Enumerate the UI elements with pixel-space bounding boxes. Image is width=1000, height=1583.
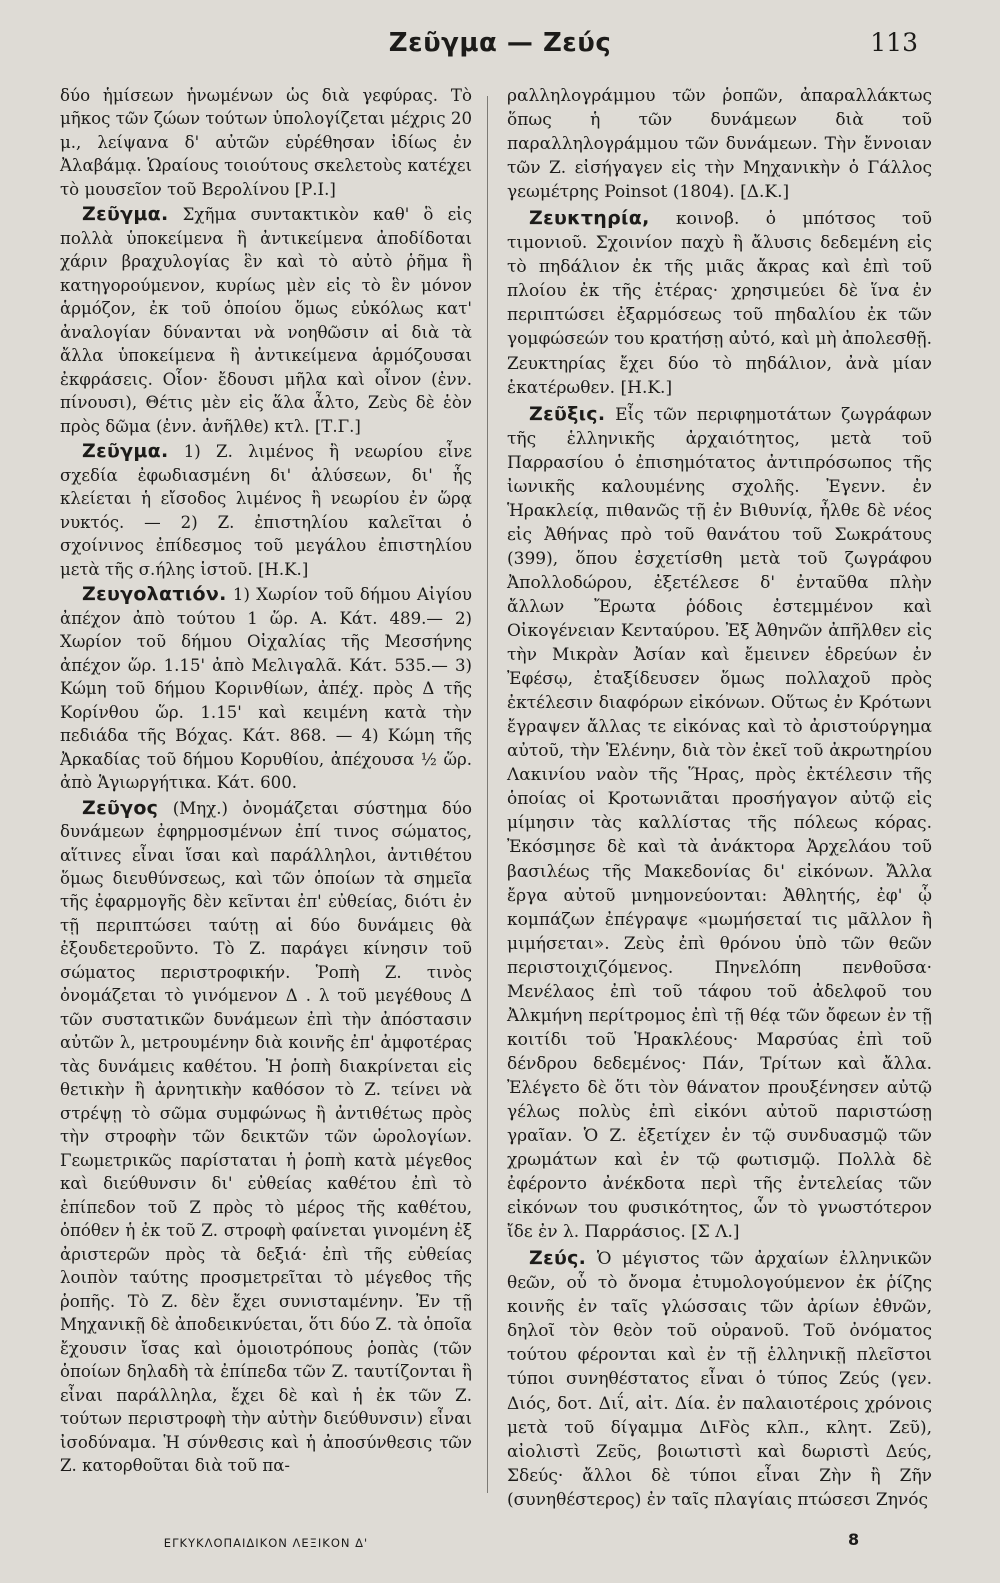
entry-body: (Μηχ.) ὀνομάζεται σύστημα δύο δυνάμεων ἐφηρμοσμένων ἐπί τινος σώματος, αἵτινες εἶναι ἴσαι καὶ παράλληλοι, ἀντιθέτου ὅμως διευθύνσεως, καὶ τῶν ὁποίων τὰ σημεῖα τῆς ἐφαρμογῆς δὲν κεῖνται ἐπ' εὐθείας, διότι ἐν τῇ περιπτώσει ταύτῃ αἱ δύο δυνάμεις θὰ ἐξουδετεροῦντο. Τὸ Ζ. παράγει κίνησιν τοῦ σώματος περιστροφικήν. Ῥοπὴ Ζ. τινὸς ὀνομάζεται τὸ γινόμενον Δ . λ τοῦ μεγέθους Δ τῶν συστατικῶν δυνάμεων ἐπὶ τὴν ἀπόστασιν αὐτῶν λ, μετρουμένην διὰ κοινῆς ἐπ' ἀμφοτέρας τὰς δυνάμεις καθέτου. Ἡ ῥοπὴ διακρίνεται εἰς θετικὴν ἢ ἀρνητικὴν καθόσον τὸ Ζ. τείνει νὰ στρέψῃ τὸ σῶμα συμφώνως ἢ ἀντιθέτως πρὸς τὴν στροφὴν τῶν δεικτῶν τῶν ὡρολογίων. Γεωμετρικῶς παρίσταται ἡ ῥοπὴ κατὰ μέγεθος καὶ διεύθυνσιν δι' εὐθείας καθέτου ἐπὶ τὸ ἐπίπεδον τοῦ Ζ πρὸς τὸ μέρος τῆς καθέτου, ὁπόθεν ἡ ἐκ τοῦ Ζ. στροφὴ φαίνεται γινομένη ἐξ ἀριστερῶν πρὸς τὰ δεξιά· ἐπὶ τῆς εὐθείας λοιπὸν ταύτης προσμετρεῖται τὸ μέγεθος τῆς ῥοπῆς. Τὸ Ζ. δὲν ἔχει συνισταμένην. Ἐν τῇ Μηχανικῇ δὲ ἀποδεικνύεται, ὅτι δύο Ζ. τὰ ὁποῖα ἔχουσιν ἴσας καὶ ὁμοιοτρόπους ῥοπὰς (τῶν ὁποίων δηλαδὴ τὰ ἐπίπεδα τῶν Ζ. ταυτίζονται ἢ εἶναι παράλληλα, ἔχει δὲ καὶ ἡ ἐκ τῶν Ζ. τούτων περιστροφὴ τὴν αὐτὴν διεύθυνσιν) εἶναι ἰσοδύναμα. Ἡ σύνθεσις καὶ ἡ ἀποσύνθεσις τῶν Ζ. κατορθοῦται διὰ τοῦ πα- [60, 798, 472, 1476]
series-footer: ΕΓΚΥΚΛΟΠΑΙΔΙΚΟΝ ΛΕΞΙΚΟΝ Δ' [163, 1536, 369, 1550]
entry-body: 1) Χωρίον τοῦ δήμου Αἰγίου ἀπέχον ἀπὸ τούτου 1 ὥρ. Α. Κάτ. 489.— 2) Χωρίον τοῦ δήμου Οἰχαλίας τῆς Μεσσήνης ἀπέχον ὥρ. 1.15' ἀπὸ Μελιγαλᾶ. Κάτ. 535.— 3) Κώμη τοῦ δήμου Κορινθίων, ἀπέχ. πρὸς Δ τῆς Κορίνθου ὥρ. 1.15' καὶ κειμένη κατὰ τὴν πεδιάδα τῆς Βόχας. Κάτ. 868. — 4) Κώμη τῆς Ἀρκαδίας τοῦ δήμου Κορυθίου, ἀπέχουσα ½ ὥρ. ἀπὸ Ἁγιωργήτικα. Κάτ. 600. [60, 585, 472, 793]
running-title: Ζεῦγμα — Ζεύς [388, 28, 612, 58]
entry-zeugma-nautical [60, 440, 472, 581]
entry-zeugos [60, 797, 472, 1478]
entry-headword: Ζευκτηρία, [529, 207, 650, 230]
continued-paragraph: δύο ἡμίσεων ἡνωμένων ὡς διὰ γεφύρας. Τὸ μῆκος τῶν ζώων τούτων ὑπολογίζεται μέχρις 20 μ., λείψανα δ' αὐτῶν εὑρέθησαν ἰδίως ἐν Ἀλαβάμᾳ. Ὡραίους τοιούτους σκελετοὺς κατέχει τὸ μουσεῖον τοῦ Βερολίνου [Ρ.Ι.] [60, 86, 472, 199]
entry-headword: Ζεῦγμα. [82, 440, 169, 463]
signature-mark: 8 [848, 1530, 860, 1549]
entry-zeuktiria [507, 206, 932, 399]
entry-body: Ὁ μέγιστος τῶν ἀρχαίων ἑλληνικῶν θεῶν, οὗ τὸ ὄνομα ἐτυμολογούμενον ἐκ ῥίζης κοινῆς ἐν ταῖς γλώσσαις τῶν ἀρίων ἐθνῶν, δηλοῖ τὸν θεὸν τοῦ οὐρανοῦ. Τοῦ ὀνόματος τούτου φέρονται καὶ ἐν τῇ ἑλληνικῇ πλεῖστοι τύποι συνηθέστατος εἶναι ὁ τύπος Ζεύς (γεν. Διός, δοτ. Διΐ, αἰτ. Δία. ἐν παλαιοτέροις χρόνοις μετὰ τοῦ δίγαμμα ΔιFὸς κλπ., κλητ. Ζεῦ), αἰολιστὶ Ζεῦς, βοιωτιστὶ καὶ δωριστὶ Δεύς, Σδεύς· ἄλλοι δὲ τύποι εἶναι Ζὴν ἢ Ζῆν (συνηθέστερος) ἐν ταῖς πλαγίαις πτώσεσι Ζηνός [507, 1249, 932, 1510]
column-divider [487, 96, 488, 1493]
entry-body: Σχῆμα συντακτικὸν καθ' ὃ εἰς πολλὰ ὑποκείμενα ἢ ἀντικείμενα ἀποδίδοται χάριν βραχυλογίας ἓν καὶ τὸ αὐτὸ ῥῆμα ἢ κατηγορούμενον, κυρίως μὲν εἰς τὸ ἓν μόνον ἁρμόζον, ἐκ τοῦ ὁποίου ὅμως εὐκόλως κατ' ἀναλογίαν δύνανται νὰ νοηθῶσιν αἱ διὰ τὰ ἄλλα ὑποκείμενα ἢ ἀντικείμενα ἁρμόζουσαι ἐκφράσεις. Οἷον· ἔδουσι μῆλα καὶ οἶνον (ἐνν. πίνουσι), Θέτις μὲν εἰς ἅλα ἆλτο, Ζεὺς δὲ ἑὸν πρὸς δῶμα (ἐνν. ἀνῆλθε) κτλ. [Τ.Γ.] [60, 205, 472, 436]
page-number: 113 [870, 28, 918, 57]
entry-zeuxis [507, 402, 932, 1245]
right-column [507, 84, 932, 1514]
entry-zeugolatio [60, 583, 472, 794]
entry-zeugma-syntax [60, 203, 472, 438]
entry-headword: Ζεῦξις. [529, 402, 606, 425]
entry-headword: Ζευγολατιόν. [82, 583, 227, 606]
entry-headword: Ζεῦγμα. [82, 203, 169, 226]
entry-body: κοινοβ. ὁ μπότσος τοῦ τιμονιοῦ. Σχοινίον παχὺ ἢ ἄλυσις δεδεμένη εἰς τὸ πηδάλιον ἐκ τῆς μιᾶς ἄκρας καὶ ἐπὶ τοῦ πλοίου ἐκ τῆς ἑτέρας· χρησιμεύει δὲ ἵνα ἐν περιπτώσει ἐξαρμόσεως τοῦ πηδαλίου ἐκ τῶν γομφώσεών του κρατήσῃ αὐτό, καὶ μὴ ἀπολεσθῇ. Ζευκτηρίας ἔχει δύο τὸ πηδάλιον, ἀνὰ μίαν ἑκατέρωθεν. [Η.Κ.] [507, 209, 932, 398]
continued-paragraph: ραλληλογράμμου τῶν ῥοπῶν, ἀπαραλλάκτως ὅπως ἡ τῶν δυνάμεων διὰ τοῦ παραλληλογράμμου τῶν δυνάμεων. Τὴν ἔννοιαν τῶν Ζ. εἰσήγαγεν εἰς τὴν Μηχανικὴν ὁ Γάλλος γεωμέτρης Poinsot (1804). [Δ.Κ.] [507, 86, 932, 203]
entry-zeus [507, 1246, 932, 1512]
entry-body: 1) Ζ. λιμένος ἢ νεωρίου εἶνε σχεδία ἐφωδιασμένη δι' ἀλύσεων, δι' ἧς κλείεται ἡ εἴσοδος λιμένος ἢ νεωρίου ἐν ὥρᾳ νυκτός. — 2) Ζ. ἐπιστηλίου καλεῖται ὁ σχοίνινος ἐπίδεσμος τοῦ μεγάλου ἐπιστηλίου μετὰ τῆς σ.ήλης ἱστοῦ. [Η.Κ.] [60, 442, 472, 579]
entry-body: Εἷς τῶν περιφημοτάτων ζωγράφων τῆς ἑλληνικῆς ἀρχαιότητος, μετὰ τοῦ Παρρασίου ὁ ἐπισημότατος ἀντιπρόσωπος τῆς ἰωνικῆς καλουμένης σχολῆς. Ἐγενν. ἐν Ἡρακλείᾳ, πιθανῶς τῇ ἐν Βιθυνίᾳ, ἦλθε δὲ νέος εἰς Ἀθήνας πρὸ τοῦ θανάτου τοῦ Σωκράτους (399), ὅπου ἐσχετίσθη μετὰ τοῦ ζωγράφου Ἀπολλοδώρου, ἐξετέλεσε δ' ἐνταῦθα πλὴν ἄλλων Ἔρωτα ῥόδοις ἐστεμμένον καὶ Οἰκογένειαν Κενταύρου. Ἐξ Ἀθηνῶν ἀπῆλθεν εἰς τὴν Μικρὰν Ἀσίαν καὶ ἔμεινεν ἑδρεύων ἐν Ἐφέσῳ, ἐταξίδευσεν ὅμως πολλαχοῦ πρὸς ἐκτέλεσιν διαφόρων εἰκόνων. Οὕτως ἐν Κρότωνι ἔγραψεν ἄλλας τε εἰκόνας καὶ τὸ ἀριστούργημα αὐτοῦ, τὴν Ἑλένην, διὰ τὸν ἐκεῖ τοῦ ἀκρωτηρίου Λακινίου ναὸν τῆς Ἥρας, πρὸς ἐκτέλεσιν τῆς ὁποίας οἱ Κροτωνιᾶται προσήγαγον αὐτῷ εἰς μίμησιν τὰς καλλίστας τῆς πόλεως κόρας. Ἐκόσμησε δὲ καὶ τὰ ἀνάκτορα Ἀρχελάου τοῦ βασιλέως τῆς Μακεδονίας δι' εἰκόνων. Ἄλλα ἔργα αὐτοῦ μνημονεύονται: Ἀθλητής, ἐφ' ᾧ κομπάζων ἐπέγραψε «μωμήσεταί τις μᾶλλον ἢ μιμήσεται». Ζεὺς ἐπὶ θρόνου ὑπὸ τῶν θεῶν περιστοιχιζόμενος. Πηνελόπη πενθοῦσα· Μενέλαος ἐπὶ τοῦ τάφου τοῦ ἀδελφοῦ του Ἀλκμήνη περίτρομος ἐπὶ τῇ θέᾳ τῶν ὄφεων ἐν τῇ κοιτίδι τοῦ Ἡρακλέους· Μαρσύας ἐπὶ τοῦ δένδρου δεδεμένος· Πάν, Τρίτων καὶ ἄλλα. Ἐλέγετο δὲ ὅτι τὸν θάνατον προυξένησεν αὐτῷ γέλως πολὺς ἐπὶ εἰκόνι αὐτοῦ παριστώσῃ γραῖαν. Ὁ Ζ. ἐξετίχεν ἐν τῷ συνδυασμῷ τῶν χρωμάτων καὶ ἐν τῷ φωτισμῷ. Πολλὰ δὲ ἐφέροντο ἀνέκδοτα περὶ τῆς ἐντελείας τῶν εἰκόνων του φυσικότητος, ὧν τὸ γνωστότερον ἴδε ἐν λ. Παρράσιος. [Σ Λ.] [507, 404, 932, 1243]
entry-headword: Ζεῦγος [82, 796, 159, 819]
entry-headword: Ζεύς. [529, 1247, 587, 1270]
left-column [60, 84, 472, 1480]
